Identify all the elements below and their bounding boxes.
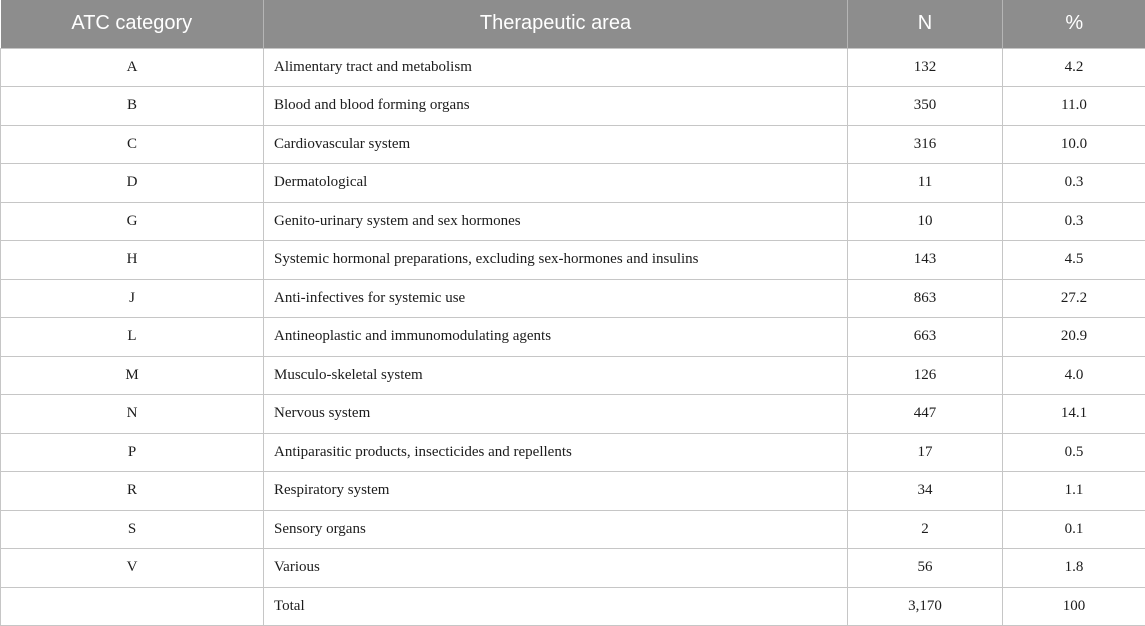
cell-atc: C: [1, 125, 264, 164]
cell-percent: 0.1: [1003, 510, 1145, 549]
cell-atc: M: [1, 356, 264, 395]
cell-n: 863: [848, 279, 1003, 318]
cell-area: Antiparasitic products, insecticides and repellents: [264, 433, 848, 472]
cell-n: 126: [848, 356, 1003, 395]
table-row: [1, 87, 1145, 126]
table-row: [1, 356, 1145, 395]
cell-percent: 14.1: [1003, 395, 1145, 434]
cell-n: 34: [848, 472, 1003, 511]
table-row: [1, 48, 1145, 87]
table-row: [1, 433, 1145, 472]
cell-area: Cardiovascular system: [264, 125, 848, 164]
cell-n: 2: [848, 510, 1003, 549]
cell-area: Alimentary tract and metabolism: [264, 48, 848, 87]
cell-area: Sensory organs: [264, 510, 848, 549]
cell-area: Dermatological: [264, 164, 848, 203]
cell-percent: 20.9: [1003, 318, 1145, 357]
cell-area: Systemic hormonal preparations, excluding sex-hormones and insulins: [264, 241, 848, 280]
cell-area: Genito-urinary system and sex hormones: [264, 202, 848, 241]
table-header: [1, 0, 1145, 48]
cell-n: 56: [848, 549, 1003, 588]
cell-percent: 100: [1003, 587, 1145, 626]
cell-atc: S: [1, 510, 264, 549]
cell-percent: 4.2: [1003, 48, 1145, 87]
cell-n: 316: [848, 125, 1003, 164]
cell-area: Respiratory system: [264, 472, 848, 511]
cell-percent: 10.0: [1003, 125, 1145, 164]
cell-percent: 0.5: [1003, 433, 1145, 472]
cell-atc: B: [1, 87, 264, 126]
cell-n: 447: [848, 395, 1003, 434]
cell-percent: 0.3: [1003, 164, 1145, 203]
cell-atc: V: [1, 549, 264, 588]
cell-n: 143: [848, 241, 1003, 280]
cell-atc: P: [1, 433, 264, 472]
header-row: [1, 0, 1145, 48]
cell-percent: 4.5: [1003, 241, 1145, 280]
cell-atc: J: [1, 279, 264, 318]
cell-percent: 11.0: [1003, 87, 1145, 126]
cell-percent: 27.2: [1003, 279, 1145, 318]
cell-area: Anti-infectives for systemic use: [264, 279, 848, 318]
header-atc-category: ATC category: [1, 0, 264, 48]
cell-atc: [1, 587, 264, 626]
table-row: [1, 125, 1145, 164]
cell-atc: L: [1, 318, 264, 357]
table-row: [1, 164, 1145, 203]
table-body: [1, 48, 1145, 626]
table-row: [1, 395, 1145, 434]
cell-n: 17: [848, 433, 1003, 472]
table-row: [1, 279, 1145, 318]
table-row: [1, 472, 1145, 511]
cell-n: 11: [848, 164, 1003, 203]
cell-area: Nervous system: [264, 395, 848, 434]
cell-n: 663: [848, 318, 1003, 357]
cell-area: Musculo-skeletal system: [264, 356, 848, 395]
cell-n: 350: [848, 87, 1003, 126]
cell-n: 10: [848, 202, 1003, 241]
cell-atc: R: [1, 472, 264, 511]
header-n: N: [848, 0, 1003, 48]
header-percent: %: [1065, 12, 1084, 35]
table-row: [1, 549, 1145, 588]
cell-area: Various: [264, 549, 848, 588]
cell-area: Blood and blood forming organs: [264, 87, 848, 126]
cell-n: 132: [848, 48, 1003, 87]
cell-percent: 4.0: [1003, 356, 1145, 395]
total-row: [1, 587, 1145, 626]
cell-atc: H: [1, 241, 264, 280]
cell-atc: N: [1, 395, 264, 434]
cell-atc: G: [1, 202, 264, 241]
cell-area: Antineoplastic and immunomodulating agents: [264, 318, 848, 357]
cell-percent: 1.1: [1003, 472, 1145, 511]
cell-atc: A: [1, 48, 264, 87]
table-row: [1, 318, 1145, 357]
cell-percent: 1.8: [1003, 549, 1145, 588]
table-row: [1, 202, 1145, 241]
cell-n: 3,170: [848, 587, 1003, 626]
cell-percent: 0.3: [1003, 202, 1145, 241]
table-row: [1, 241, 1145, 280]
cell-area: Total: [264, 587, 848, 626]
table-row: [1, 510, 1145, 549]
cell-atc: D: [1, 164, 264, 203]
header-therapeutic-area: Therapeutic area: [264, 0, 848, 48]
